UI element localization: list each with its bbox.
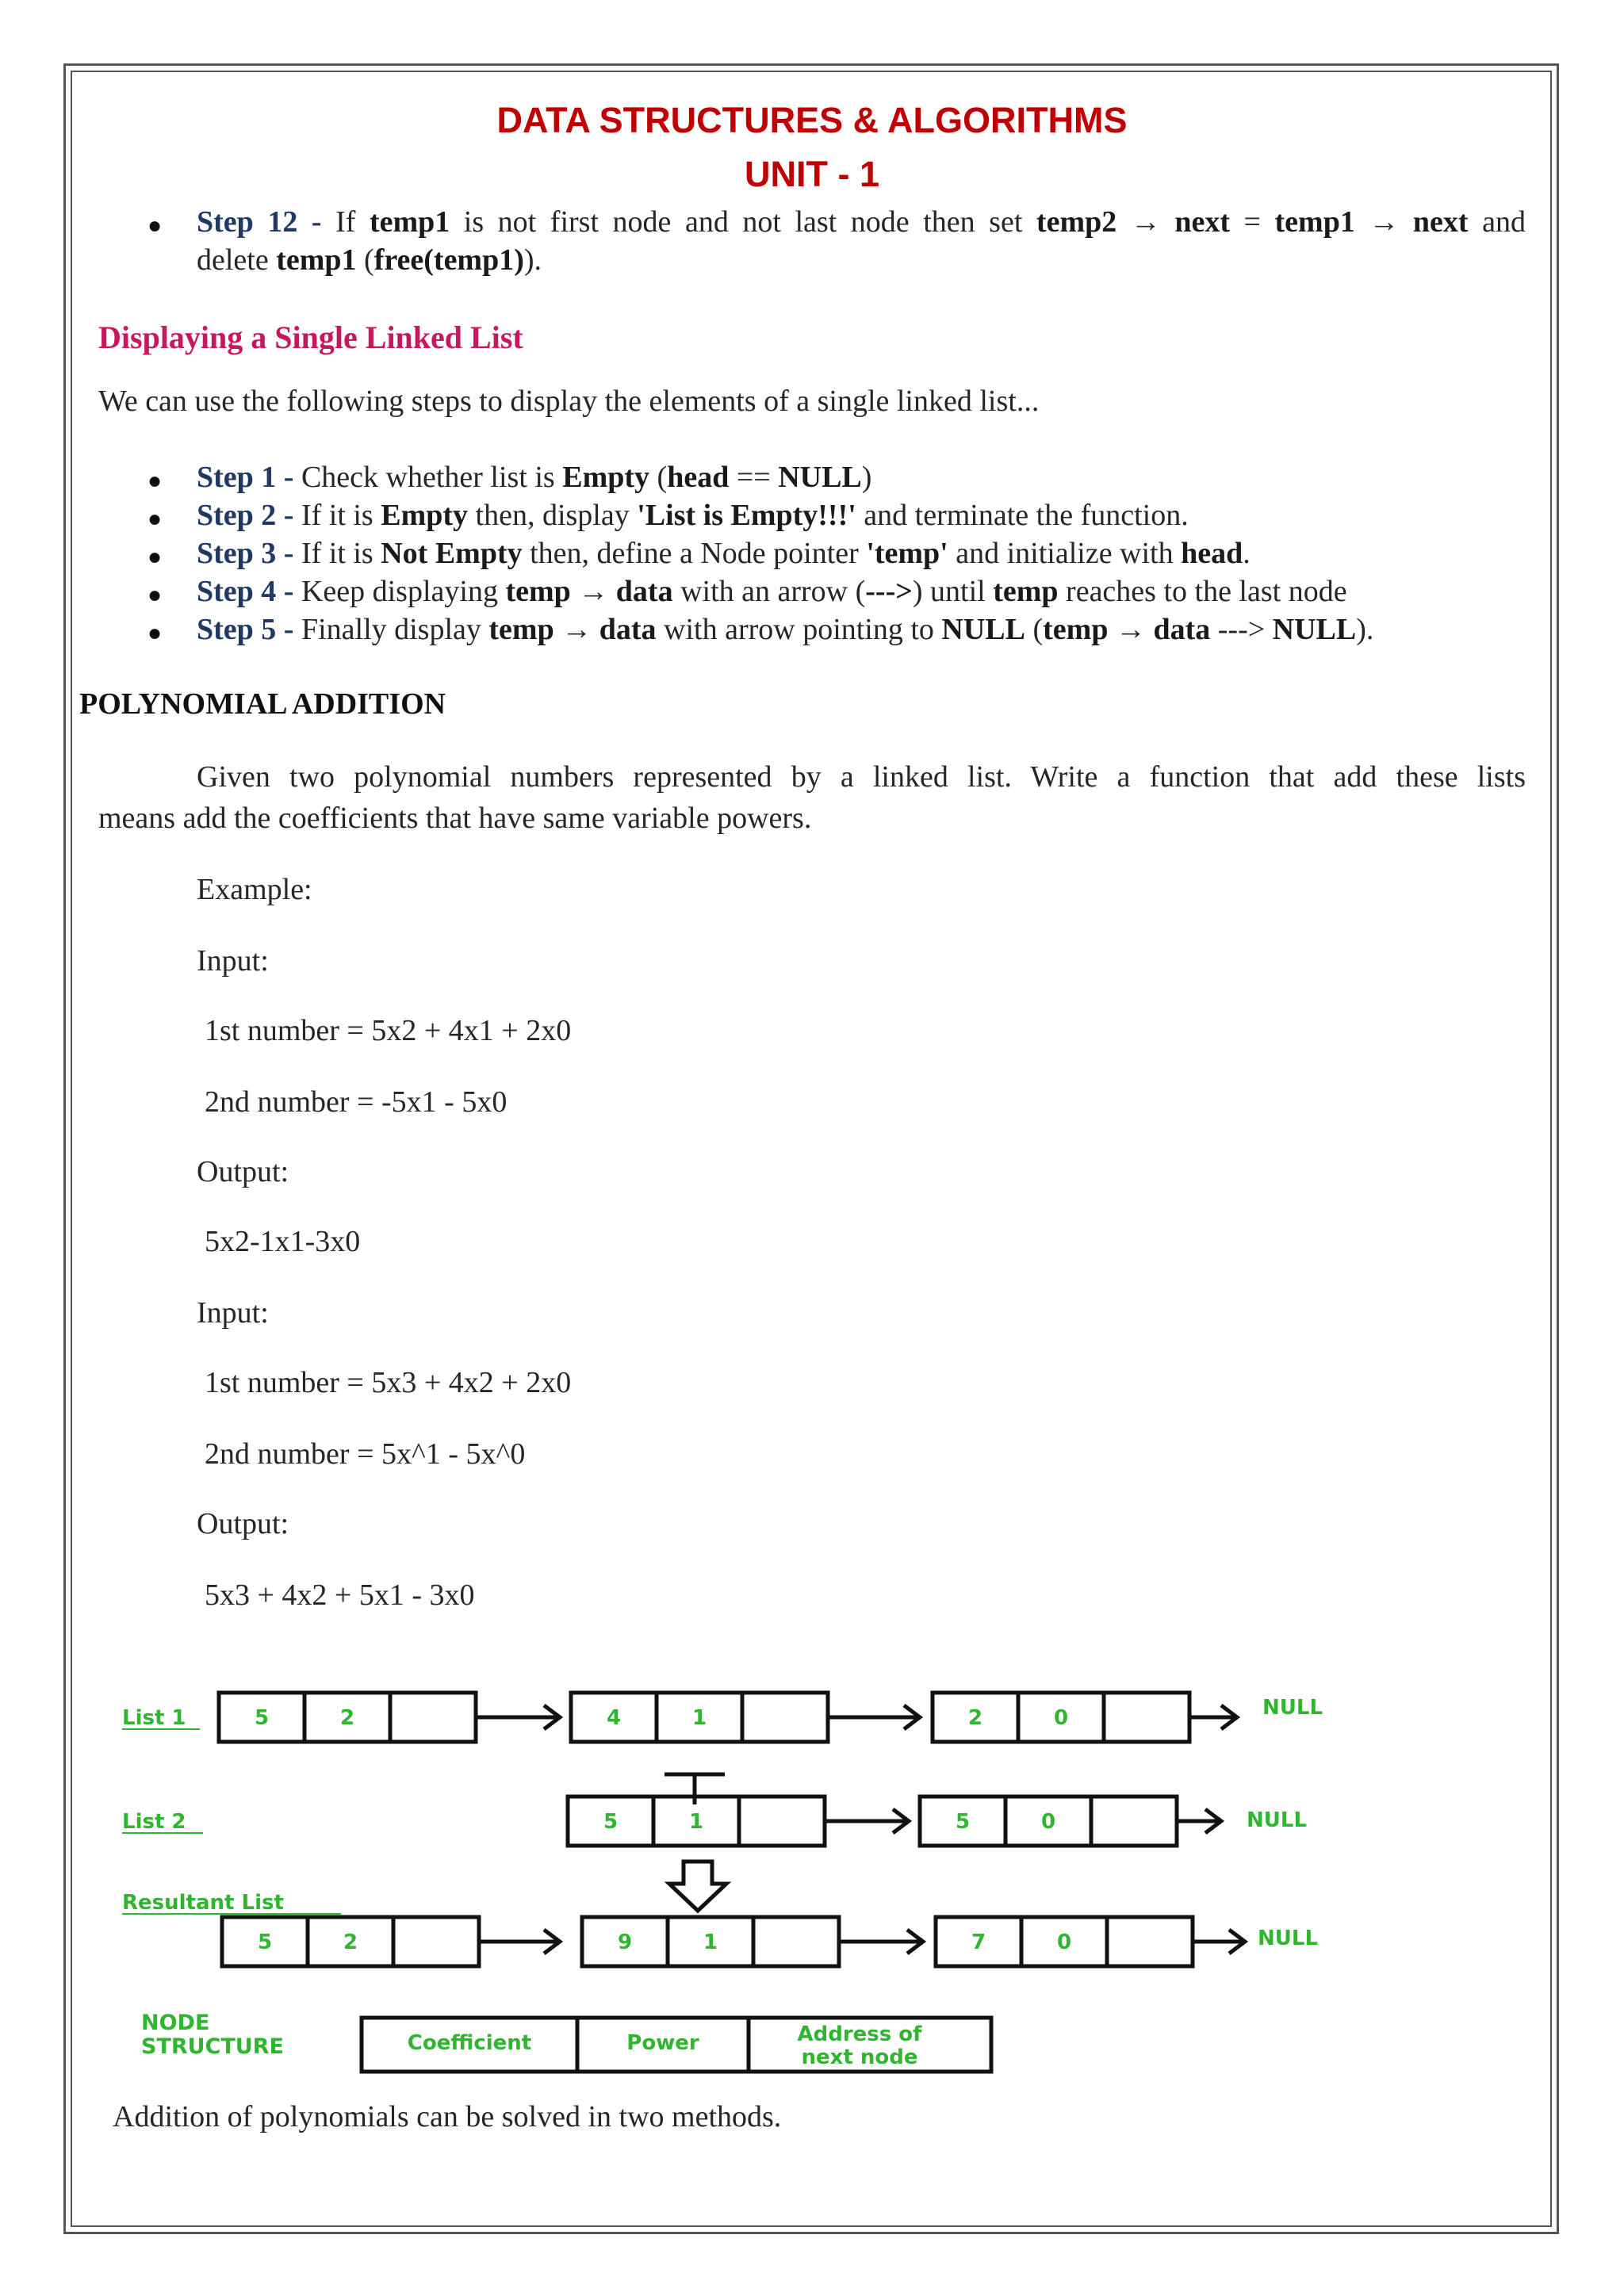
- text-run: reaches to the last node: [1058, 575, 1347, 608]
- node-power: 1: [703, 1931, 718, 1954]
- ex1-output: 5x2-1x1-3x0: [205, 1225, 361, 1258]
- node-field-address: next node: [801, 2045, 918, 2069]
- node-coefficient: 5: [257, 1931, 273, 1954]
- bold-text: 'temp': [866, 537, 948, 570]
- display-step-5: [197, 610, 1373, 649]
- unit-title: UNIT - 1: [744, 154, 879, 194]
- node-coefficient: 2: [967, 1706, 983, 1730]
- text-run: If: [335, 205, 370, 239]
- bullet: ●: [147, 582, 163, 608]
- section-heading-display: Displaying a Single Linked List: [98, 320, 523, 355]
- node-coefficient: 5: [603, 1810, 619, 1834]
- bold-text: next: [1412, 205, 1469, 239]
- bold-text: head: [1181, 537, 1243, 570]
- text-run: and terminate the function.: [856, 499, 1189, 532]
- closing-text: Addition of polynomials can be solved in two methods.: [113, 2100, 782, 2133]
- bold-text: temp: [488, 613, 554, 646]
- null-label: NULL: [1247, 1808, 1308, 1832]
- ex2-output: 5x3 + 4x2 + 5x1 - 3x0: [205, 1578, 475, 1612]
- node-coefficient: 5: [955, 1810, 971, 1834]
- bold-text: next: [1174, 205, 1230, 239]
- step-label: Step 1 -: [197, 461, 294, 494]
- node-structure-label: NODE: [141, 2011, 210, 2035]
- display-intro: We can use the following steps to display the elements of a single linked list...: [98, 385, 1040, 418]
- node-power: 2: [343, 1931, 358, 1954]
- node-power: 1: [691, 1706, 707, 1730]
- bullet: ●: [147, 620, 163, 646]
- display-step-3: [197, 534, 1251, 572]
- display-step-1: [197, 458, 871, 496]
- text-run: →: [570, 575, 616, 608]
- bold-text: temp: [1043, 613, 1109, 646]
- text-run: ).: [1356, 613, 1374, 646]
- text-run: Finally display: [293, 613, 489, 646]
- text-run: delete: [197, 243, 277, 277]
- resultant-list-label: Resultant List: [122, 1891, 284, 1915]
- text-run: →: [1354, 205, 1413, 239]
- null-label: NULL: [1262, 1696, 1323, 1720]
- bold-text: temp1: [369, 205, 450, 239]
- node-power: 2: [339, 1706, 355, 1730]
- list-2-label: List 2: [122, 1810, 186, 1834]
- ex1-first-number: 1st number = 5x2 + 4x1 + 2x0: [205, 1014, 572, 1047]
- bold-text: NULL: [1265, 613, 1357, 646]
- text-run: is not first node and not last node then set: [450, 205, 1036, 239]
- text-run: →: [1116, 205, 1175, 239]
- text-run: and: [1468, 205, 1526, 239]
- node-field-power: Power: [626, 2031, 699, 2055]
- step-label: Step 4 -: [197, 575, 294, 608]
- text-run: (: [356, 243, 374, 277]
- ex1-output-label: Output:: [197, 1155, 289, 1188]
- text-run: .: [1243, 537, 1251, 570]
- text-run: ) until: [912, 575, 994, 608]
- ex1-input-label: Input:: [197, 944, 269, 978]
- ex2-input-label: Input:: [197, 1296, 269, 1330]
- node-power: 1: [688, 1810, 704, 1834]
- bold-text: temp1: [276, 243, 357, 277]
- text-run: then, define a Node pointer: [522, 537, 867, 570]
- poly-paragraph-line-2: means add the coefficients that have same variable powers.: [98, 802, 812, 835]
- down-arrow-icon: [669, 1862, 726, 1911]
- example-label: Example:: [197, 873, 312, 906]
- bold-text: --->: [865, 575, 913, 608]
- bold-text: Empty: [381, 499, 469, 532]
- bullet: ●: [147, 468, 163, 494]
- section-heading-polynomial: POLYNOMIAL ADDITION: [79, 687, 446, 721]
- bold-text: data: [599, 613, 657, 646]
- bold-text: data: [615, 575, 673, 608]
- text-run: If it is: [293, 537, 381, 570]
- node-coefficient: 9: [617, 1931, 633, 1954]
- ex2-second-number: 2nd number = 5x^1 - 5x^0: [205, 1437, 526, 1471]
- node-field-coefficient: Coefficient: [407, 2031, 532, 2055]
- text-run: ==: [729, 461, 779, 494]
- ex1-second-number: 2nd number = -5x1 - 5x0: [205, 1085, 508, 1119]
- step-label: Step 12 -: [197, 205, 336, 239]
- node-structure-label: STRUCTURE: [141, 2034, 284, 2059]
- poly-paragraph-line-1: Given two polynomial numbers represented by a linked list. Write a function that add these lists: [197, 760, 1526, 794]
- step-label: Step 3 -: [197, 537, 294, 570]
- bold-text: 'List is Empty!!!': [637, 499, 856, 532]
- text-run: (: [1025, 613, 1044, 646]
- document-title: DATA STRUCTURES & ALGORITHMS: [496, 100, 1128, 140]
- step-label: Step 5 -: [197, 613, 294, 646]
- bold-text: temp: [505, 575, 571, 608]
- node-coefficient: 7: [971, 1931, 986, 1954]
- polynomial-linked-list-diagram: [0, 1665, 1624, 2093]
- text-run: then, display: [468, 499, 638, 532]
- display-step-2: [197, 496, 1189, 534]
- bold-text: head: [667, 461, 730, 494]
- ex2-first-number: 1st number = 5x3 + 4x2 + 2x0: [205, 1366, 572, 1399]
- step-label: Step 2 -: [197, 499, 294, 532]
- bold-text: temp1: [1274, 205, 1355, 239]
- bold-text: free(temp1): [373, 243, 524, 277]
- bold-text: NULL: [941, 613, 1025, 646]
- node-field-address: Address of: [797, 2022, 922, 2046]
- text-run: and initialize with: [948, 537, 1182, 570]
- step-12-line-2: [197, 241, 542, 279]
- node-power: 0: [1040, 1810, 1056, 1834]
- node-power: 0: [1053, 1706, 1069, 1730]
- bold-text: data: [1153, 613, 1211, 646]
- text-run: ): [861, 461, 872, 494]
- text-run: If it is: [293, 499, 381, 532]
- text-run: --->: [1210, 613, 1266, 646]
- step-12-line-1: [197, 203, 1526, 241]
- bold-text: NULL: [778, 461, 862, 494]
- bullet: ●: [147, 544, 163, 570]
- bold-text: Empty: [562, 461, 650, 494]
- bullet: ●: [147, 212, 163, 239]
- text-run: Keep displaying: [293, 575, 506, 608]
- text-run: Check whether list is: [293, 461, 563, 494]
- text-run: →: [1108, 613, 1154, 646]
- bold-text: Not Empty: [381, 537, 523, 570]
- ex2-output-label: Output:: [197, 1507, 289, 1540]
- node-coefficient: 5: [254, 1706, 270, 1730]
- display-step-4: [197, 572, 1347, 610]
- node-power: 0: [1056, 1931, 1072, 1954]
- text-run: with an arrow (: [672, 575, 866, 608]
- list-1-label: List 1: [122, 1706, 186, 1730]
- text-run: →: [553, 613, 599, 646]
- bold-text: temp2: [1036, 205, 1117, 239]
- text-run: with arrow pointing to: [656, 613, 942, 646]
- node-coefficient: 4: [606, 1706, 622, 1730]
- bullet: ●: [147, 506, 163, 532]
- text-run: ).: [523, 243, 542, 277]
- null-label: NULL: [1258, 1927, 1319, 1950]
- text-run: =: [1229, 205, 1275, 239]
- text-run: (: [649, 461, 668, 494]
- bold-text: temp: [993, 575, 1059, 608]
